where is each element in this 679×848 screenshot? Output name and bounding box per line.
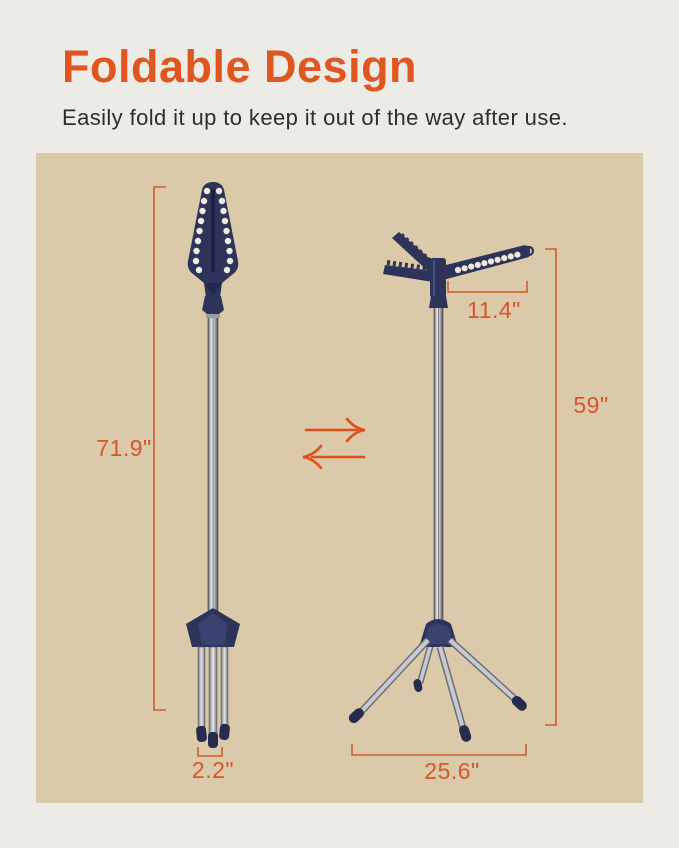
unfolded-legs [360,640,516,728]
folded-hanger-head [188,182,239,318]
dimension-line-unfolded-height [545,249,556,725]
folded-rack [186,182,240,748]
label-folded-base-width: 2.2" [191,757,235,783]
label-arm-length: 11.4" [467,297,521,323]
page-title: Foldable Design [62,41,418,92]
label-unfolded-height: 59" [573,392,609,418]
dimension-line-unfolded-base [352,744,526,755]
dimension-line-folded-base [198,747,222,756]
label-unfolded-base-width: 25.6" [424,758,480,784]
folded-legs [198,647,228,737]
label-folded-height: 71.9" [96,435,152,461]
swap-arrows-icon [303,419,365,468]
page-subtitle: Easily fold it up to keep it out of the way after use. [62,105,568,130]
dimension-line-arm-length [448,281,527,292]
